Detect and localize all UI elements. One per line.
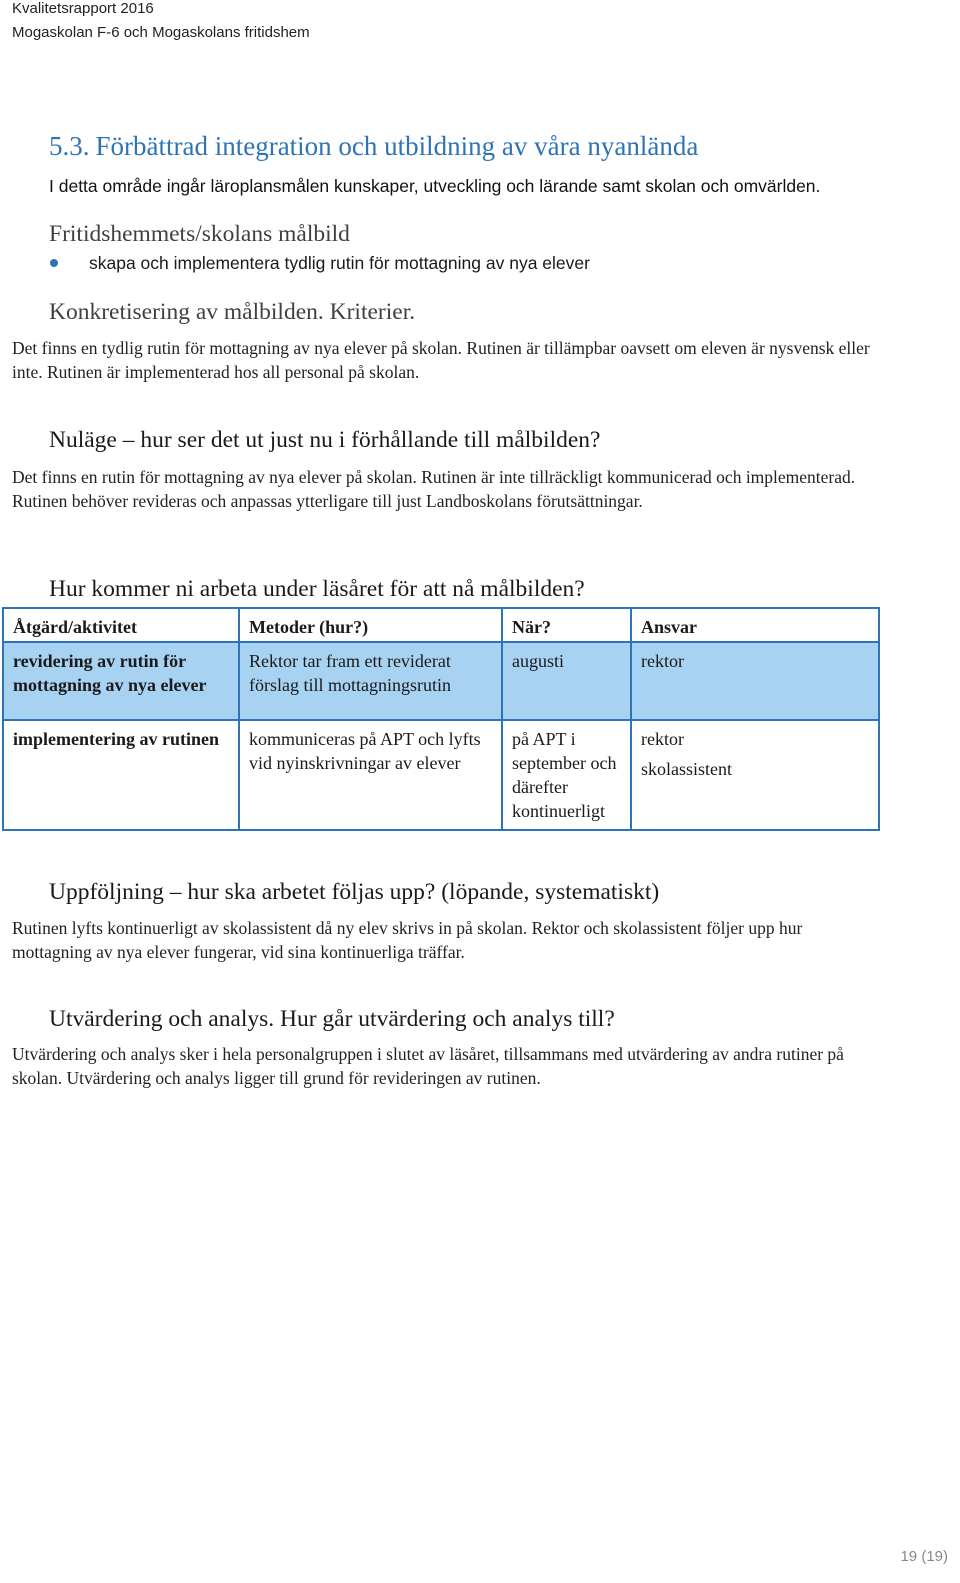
- column-header-atgard: Åtgärd/aktivitet: [3, 608, 239, 642]
- ansvar-item: rektor: [641, 651, 684, 671]
- bullet-text: skapa och implementera tydlig rutin för mottagning av nya elever: [89, 253, 590, 273]
- plan-table: [2, 607, 880, 831]
- cell-metoder: Rektor tar fram ett reviderat förslag till mottagningsrutin: [239, 642, 502, 720]
- section-intro: I detta område ingår läroplansmålen kunskaper, utveckling och lärande samt skolan och omvärlden.: [49, 176, 821, 196]
- cell-atgard: implementering av rutinen: [3, 720, 239, 830]
- uppfoljning-heading: Uppföljning – hur ska arbetet följas upp? (löpande, systematiskt): [49, 879, 660, 905]
- ansvar-item: rektor: [641, 729, 684, 749]
- section-title: Förbättrad integration och utbildning av våra nyanlända: [95, 131, 699, 161]
- uppfoljning-text: Rutinen lyfts kontinuerligt av skolassistent då ny elev skrivs in på skolan. Rektor och skolassistent följer upp hur mottagning av nya elever fungerar, vid sina kontinuerliga träffar.: [12, 918, 803, 962]
- table-header-row: [3, 608, 879, 642]
- kriterier-text: Det finns en tydlig rutin för mottagning av nya elever på skolan. Rutinen är tillämpbar oavsett om eleven är nysvensk eller inte. Rutinen är implementerad hos all personal på skolan.: [12, 338, 870, 382]
- ansvar-item: skolassistent: [641, 759, 733, 779]
- nulage-text: Det finns en rutin för mottagning av nya elever på skolan. Rutinen är inte tillräckligt kommunicerad och implementerad. Rutinen behöver revideras och anpassas ytterligare till just Landboskolans förutsättningar.: [12, 467, 856, 511]
- cell-atgard: revidering av rutin för mottagning av nya elever: [3, 642, 239, 720]
- section-heading: [49, 131, 698, 162]
- malbild-heading: Fritidshemmets/skolans målbild: [49, 221, 350, 247]
- table-row: [3, 642, 879, 720]
- cell-metoder: kommuniceras på APT och lyfts vid nyinskrivningar av elever: [239, 720, 502, 830]
- column-header-metoder: Metoder (hur?): [239, 608, 502, 642]
- nulage-heading: Nuläge – hur ser det ut just nu i förhållande till målbilden?: [49, 427, 601, 453]
- kriterier-heading: Konkretisering av målbilden. Kriterier.: [49, 299, 416, 325]
- cell-ansvar: [631, 642, 879, 720]
- table-row: [3, 720, 879, 830]
- utvardering-heading: Utvärdering och analys. Hur går utvärdering och analys till?: [49, 1006, 615, 1032]
- column-header-ansvar: Ansvar: [631, 608, 879, 642]
- report-title: Kvalitetsrapport 2016: [12, 0, 154, 17]
- page-number: 19 (19): [900, 1548, 948, 1565]
- utvardering-text: Utvärdering och analys sker i hela personalgruppen i slutet av läsåret, tillsammans med utvärdering av andra rutiner på skolan. Utvärdering och analys ligger till grund för revideringen av rutinen.: [12, 1044, 844, 1088]
- bullet-icon: [50, 259, 58, 267]
- cell-ansvar: [631, 720, 879, 830]
- list-item: [49, 251, 590, 275]
- column-header-nar: När?: [502, 608, 631, 642]
- plan-heading: Hur kommer ni arbeta under läsåret för att nå målbilden?: [49, 576, 585, 602]
- malbild-list: [49, 251, 590, 275]
- section-number: 5.3.: [49, 131, 90, 161]
- cell-nar: augusti: [502, 642, 631, 720]
- school-name: Mogaskolan F-6 och Mogaskolans fritidshem: [12, 24, 310, 41]
- cell-nar: på APT i september och därefter kontinuerligt: [502, 720, 631, 830]
